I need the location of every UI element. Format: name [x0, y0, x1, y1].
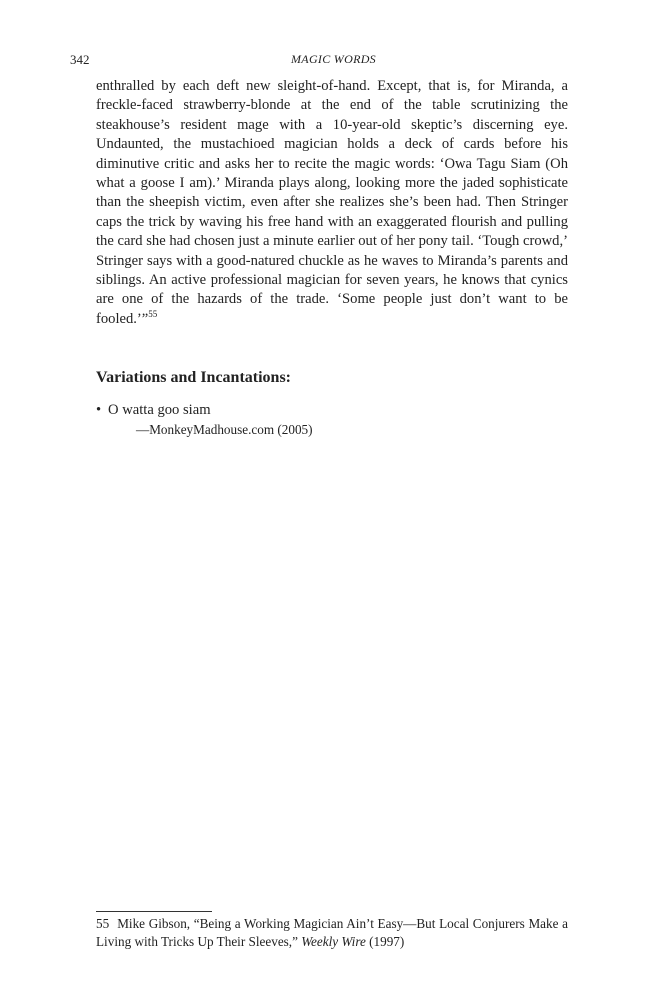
footnote-divider: [96, 911, 212, 912]
bullet-icon: •: [96, 402, 102, 418]
variation-text: O watta goo siam: [108, 402, 211, 418]
page-number: 342: [70, 52, 90, 67]
footnote-text: Mike Gibson, “Being a Working Magician Ain’t Easy—But Local Conjurers Make a Living with Tricks Up Their Sleeves,”: [96, 916, 568, 949]
footnote-reference[interactable]: 55: [148, 309, 158, 320]
footnote-year: (1997): [365, 934, 405, 949]
variation-source: —MonkeyMadhouse.com (2005): [136, 422, 313, 437]
body-paragraph: [96, 77, 568, 329]
footnote-publication: Weekly Wire: [301, 934, 366, 949]
list-item: [96, 401, 568, 439]
footnote-number: 55: [96, 916, 110, 931]
running-header: MAGIC WORDS: [291, 52, 376, 66]
section-heading: Variations and Incantations:: [96, 369, 292, 386]
body-paragraph-text: enthralled by each deft new sleight-of-hand. Except, that is, for Miranda, a freckle-faced strawberry-blonde at the end of the table scrutinizing the steakhouse’s resident mage with a 10-year-old skeptic’s discerning eye. Undaunted, the mustachioed magician holds a deck of cards before his diminutive critic and asks her to recite the magic words: ‘Owa Tagu Siam (Oh what a goose I am).’ Miranda plays along, looking more the jaded sophisticate than the sheepish victim, even after she realizes she’s been had. Then Stringer caps the trick by waving his free hand with an exaggerated flourish and pulling the card she had chosen just a minute earlier out of her pony tail. ‘Tough crowd,’ Stringer says with a good-natured chuckle as he waves to Miranda’s parents and siblings. An active professional magician for seven years, he knows that cynics are one of the hazards of the trade. ‘Some people just don’t want to be fooled.’”: [96, 78, 568, 327]
footnote: [96, 915, 568, 951]
variations-list: [96, 401, 568, 439]
